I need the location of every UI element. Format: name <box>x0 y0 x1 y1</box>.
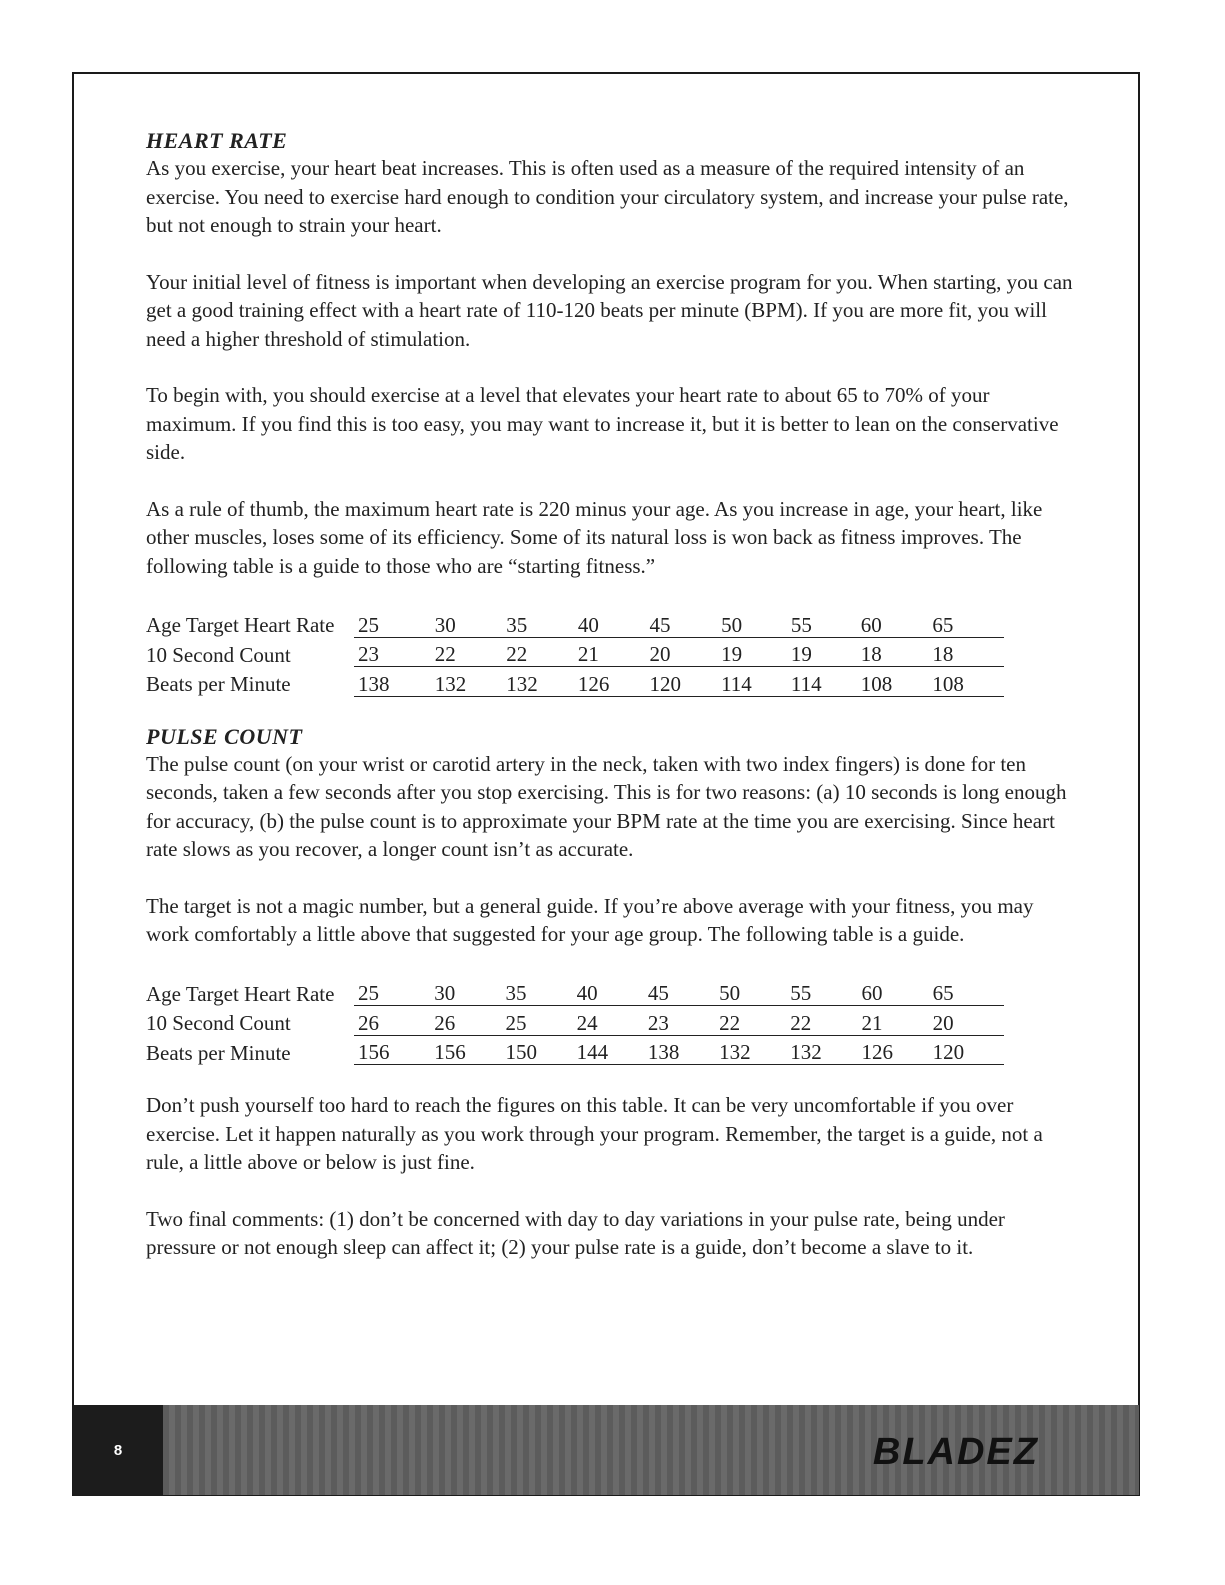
table-cell: 19 <box>791 637 861 667</box>
table-cell: 60 <box>861 608 933 637</box>
table-cell: 22 <box>435 637 507 667</box>
page-content <box>146 127 1076 1290</box>
table-cell: 126 <box>861 1035 932 1065</box>
table-cell: 114 <box>721 667 791 697</box>
table-cell: 25 <box>354 977 434 1006</box>
table-cell: 22 <box>719 1006 790 1036</box>
table-cell: 132 <box>506 667 578 697</box>
table-cell: 126 <box>578 667 650 697</box>
table-cell: 40 <box>577 977 648 1006</box>
closing-paragraph-2: Two final comments: (1) don’t be concerned with day to day variations in your pulse rate, being under pressure or not enough sleep can affect it; (2) your pulse rate is a guide, don’t become a slave to it. <box>146 1206 1005 1259</box>
table-cell: 24 <box>577 1006 648 1036</box>
guide-heart-rate-table <box>146 977 1004 1066</box>
table-row <box>146 608 1004 637</box>
table-cell: 120 <box>933 1035 1004 1065</box>
table-cell: 35 <box>505 977 576 1006</box>
row-label: Age Target Heart Rate <box>146 981 335 1006</box>
table-cell: 65 <box>932 608 1004 637</box>
table-cell: 55 <box>790 977 861 1006</box>
table-cell: 30 <box>434 977 505 1006</box>
table-cell: 150 <box>505 1035 576 1065</box>
table-cell: 108 <box>932 667 1004 697</box>
table-cell: 35 <box>506 608 578 637</box>
row-label: Beats per Minute <box>146 672 291 696</box>
brand-logo: BLADEZ <box>872 1431 1039 1473</box>
row-label: Age Target Heart Rate <box>146 613 335 637</box>
table-row <box>146 977 1004 1006</box>
heart-rate-paragraph-2: Your initial level of fitness is important when developing an exercise program for you. When starting, you can get a good training effect with a heart rate of 110-120 beats per minute (BPM). If you are more fit, you will need a higher threshold of stimulation. <box>146 269 1073 351</box>
table-cell: 132 <box>435 667 507 697</box>
row-label: Beats per Minute <box>146 1040 291 1065</box>
table-cell: 26 <box>434 1006 505 1036</box>
table-cell: 20 <box>933 1006 1004 1036</box>
table-row <box>146 1006 1004 1036</box>
table-row <box>146 637 1004 667</box>
closing-paragraph-1: Don’t push yourself too hard to reach the figures on this table. It can be very uncomfortable if you over exercise. Let it happen naturally as you work through your program. Remember, the target is a guide, not a rule, a little above or below is just fine. <box>146 1093 1043 1174</box>
table-cell: 132 <box>790 1035 861 1065</box>
table-cell: 45 <box>648 977 719 1006</box>
table-cell: 25 <box>354 608 435 637</box>
row-label: 10 Second Count <box>146 1011 291 1035</box>
table-cell: 19 <box>721 637 791 667</box>
page-number: 8 <box>73 1405 163 1495</box>
heart-rate-paragraph-3: To begin with, you should exercise at a level that elevates your heart rate to about 65 to 70% of your maximum. If you find this is too easy, you may want to increase it, but it is better to lean on the conservative side. <box>146 383 1059 464</box>
table-cell: 21 <box>578 637 650 667</box>
table-cell: 30 <box>435 608 507 637</box>
table-cell: 45 <box>649 608 721 637</box>
table-cell: 25 <box>505 1006 576 1036</box>
table-row <box>146 1035 1004 1065</box>
table-cell: 65 <box>933 977 1004 1006</box>
table-cell: 138 <box>648 1035 719 1065</box>
pulse-count-paragraph-1: The pulse count (on your wrist or carotid artery in the neck, taken with two index fingers) is done for ten seconds, taken a few seconds after you stop exercising. This is for two reasons: (a) 10 seconds is long enough for accuracy, (b) the pulse count is to approximate your BPM rate at the time you are exercising. Since heart rate slows as you recover, a longer count isn’t as accurate. <box>146 751 1067 861</box>
table-cell: 18 <box>861 637 933 667</box>
table-cell: 22 <box>506 637 578 667</box>
table-cell: 50 <box>719 977 790 1006</box>
table-cell: 23 <box>648 1006 719 1036</box>
table-cell: 60 <box>861 977 932 1006</box>
heart-rate-paragraph-4: As a rule of thumb, the maximum heart rate is 220 minus your age. As you increase in age, your heart, like other muscles, loses some of its efficiency. Some of its natural loss is won back as fitness improves. The following table is a guide to those who are “starting fitness.” <box>146 496 1043 578</box>
footer-bar <box>73 1405 1139 1495</box>
table-cell: 20 <box>649 637 721 667</box>
table-cell: 132 <box>719 1035 790 1065</box>
table-cell: 156 <box>354 1035 434 1065</box>
row-label: 10 Second Count <box>146 642 291 667</box>
table-row <box>146 667 1004 697</box>
table-cell: 55 <box>791 608 861 637</box>
table-cell: 26 <box>354 1006 434 1036</box>
table-cell: 108 <box>861 667 933 697</box>
pulse-count-paragraph-2: The target is not a magic number, but a general guide. If you’re above average with your fitness, you may work comfortably a little above that suggested for your age group. The following table is a guide. <box>146 893 1034 946</box>
pulse-count-heading: PULSE COUNT <box>146 723 303 749</box>
table-cell: 120 <box>649 667 721 697</box>
starting-fitness-table <box>146 608 1004 697</box>
table-cell: 23 <box>354 637 435 667</box>
table-cell: 156 <box>434 1035 505 1065</box>
table-cell: 22 <box>790 1006 861 1036</box>
table-cell: 114 <box>791 667 861 697</box>
table-cell: 18 <box>932 637 1004 667</box>
table-cell: 144 <box>577 1035 648 1065</box>
table-cell: 138 <box>354 667 435 697</box>
heart-rate-paragraph-1: As you exercise, your heart beat increases. This is often used as a measure of the required intensity of an exercise. You need to exercise hard enough to condition your circulatory system, and increase your pulse rate, but not enough to strain your heart. <box>146 156 1069 237</box>
table-cell: 50 <box>721 608 791 637</box>
heart-rate-heading: HEART RATE <box>146 128 288 153</box>
table-cell: 21 <box>861 1006 932 1036</box>
table-cell: 40 <box>578 608 650 637</box>
